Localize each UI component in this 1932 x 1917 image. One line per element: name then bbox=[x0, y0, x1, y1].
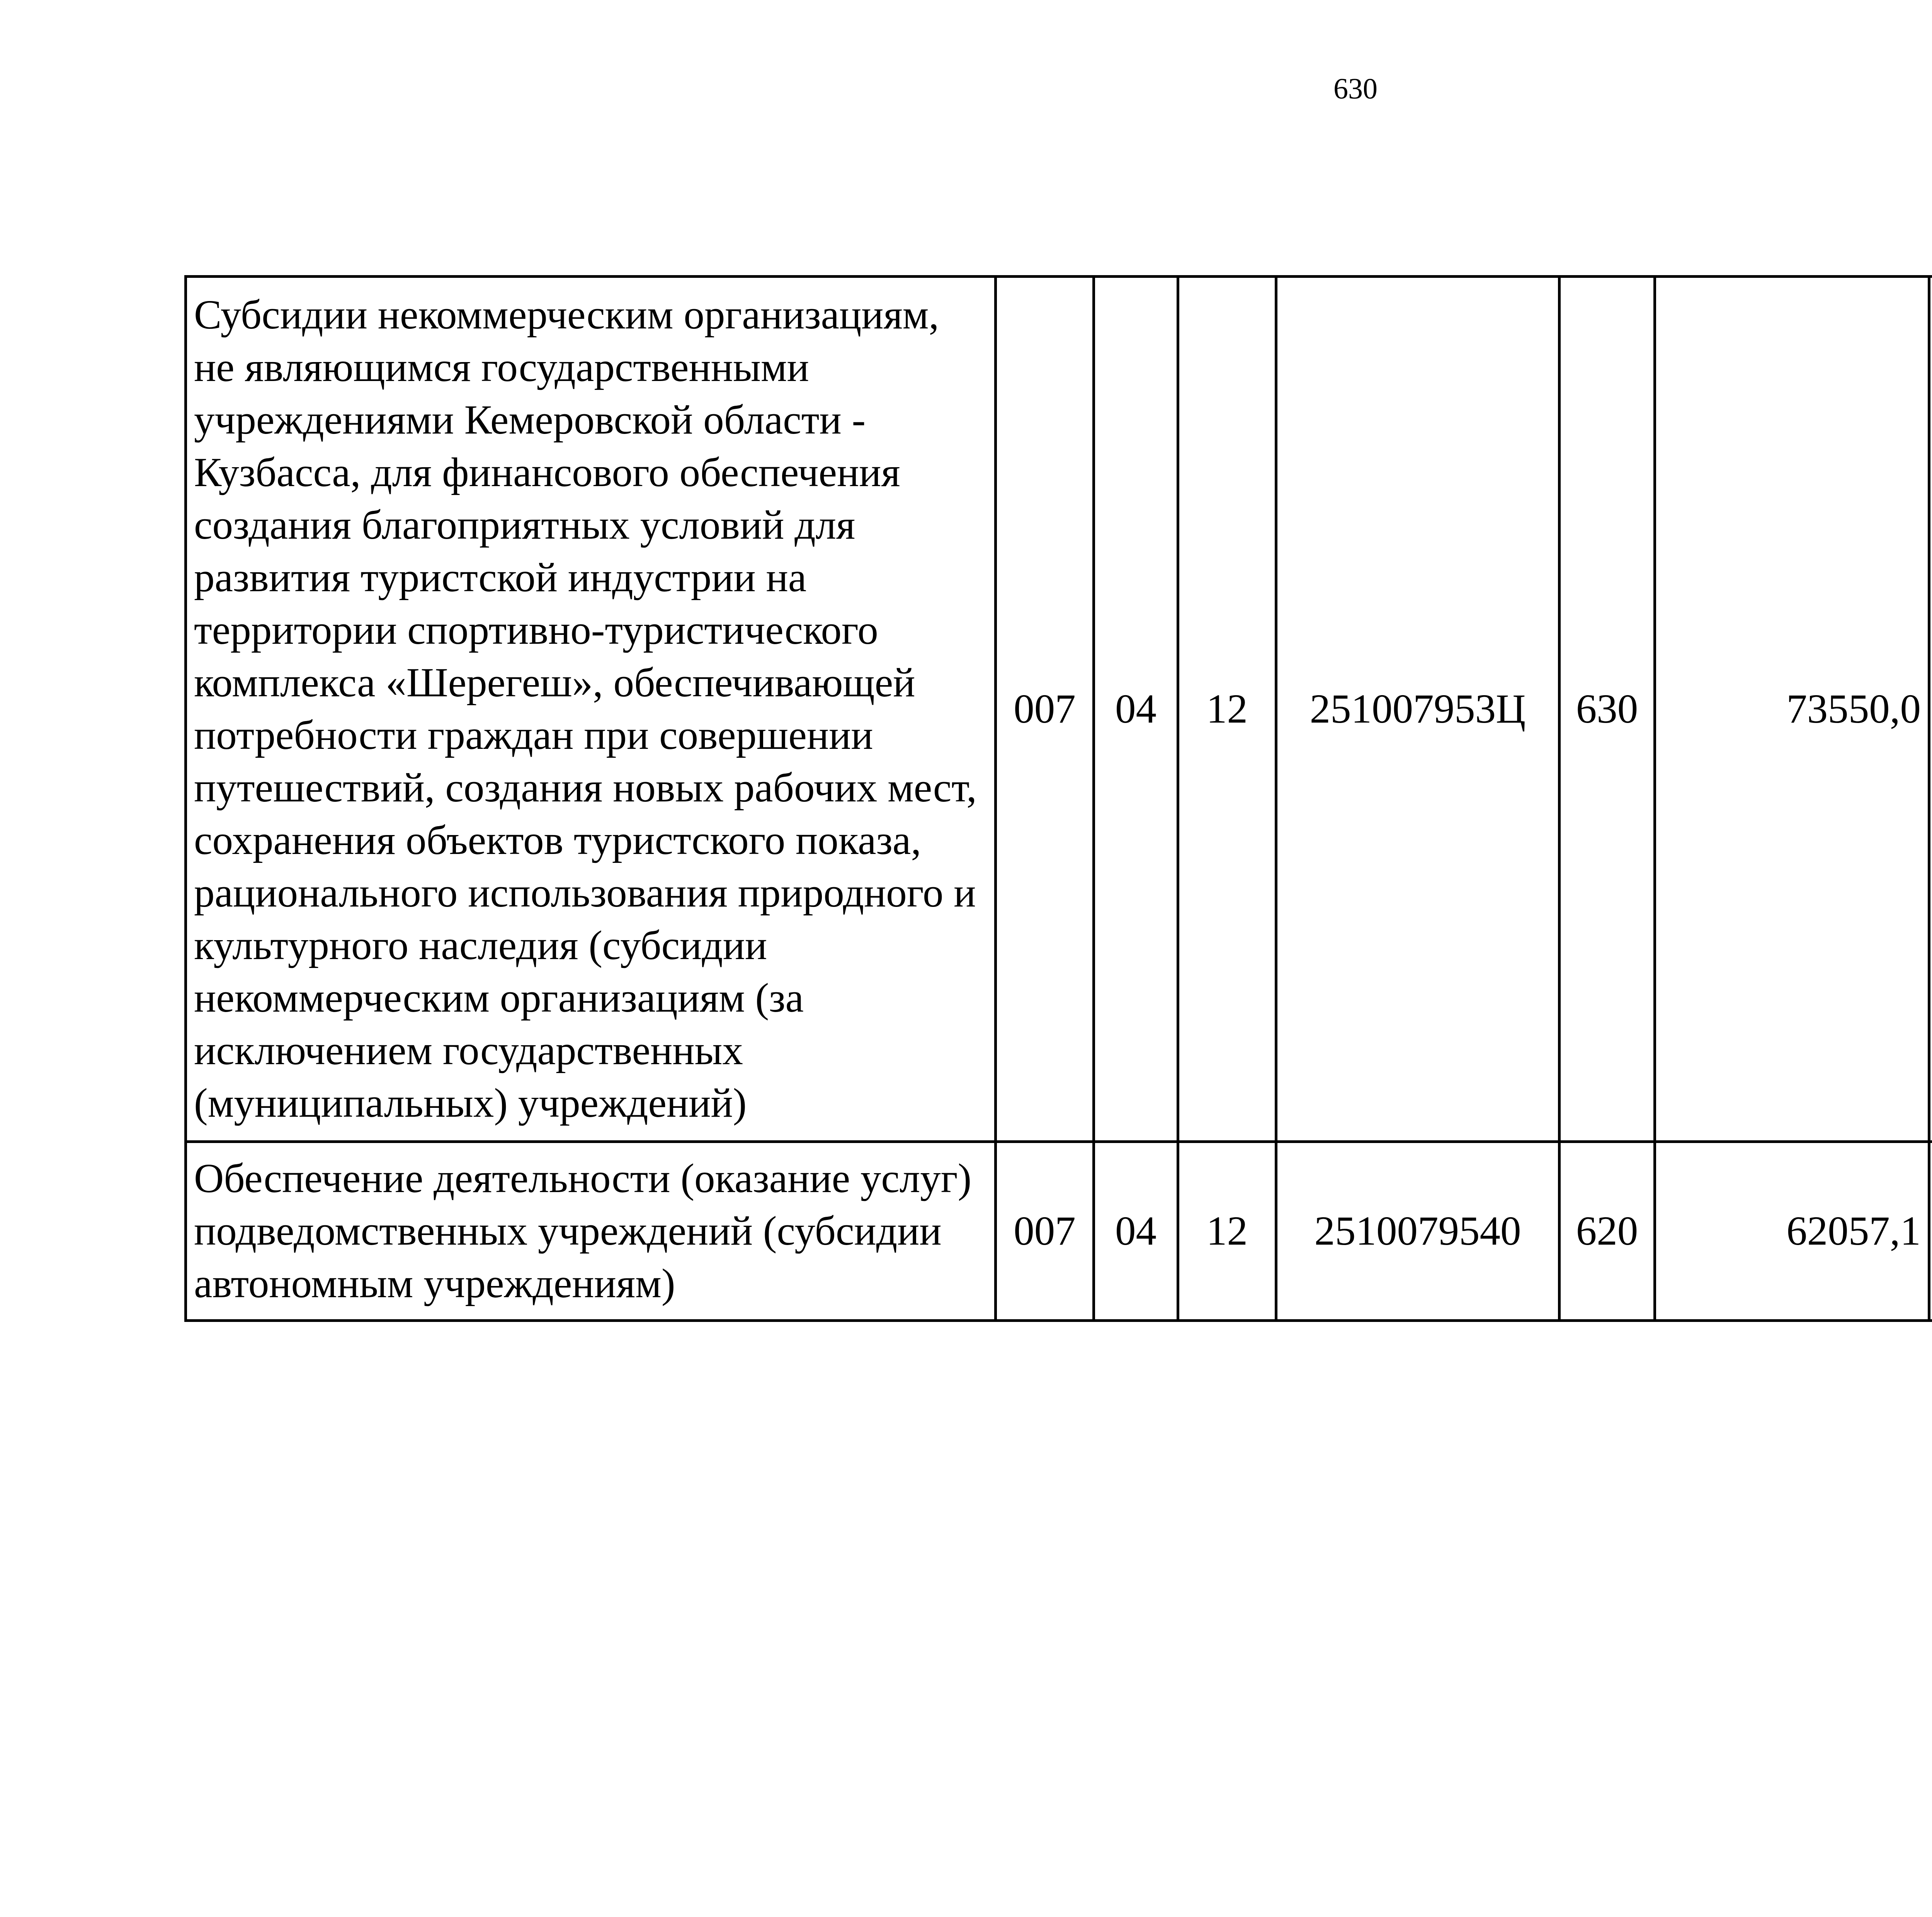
subsection-code: 12 bbox=[1178, 1142, 1276, 1321]
ministry-code: 007 bbox=[996, 1142, 1094, 1321]
table-row bbox=[186, 1142, 1932, 1321]
ministry-code: 007 bbox=[996, 277, 1094, 1142]
amount-1: 62057,1 bbox=[1655, 1142, 1929, 1321]
row-description: Субсидии некоммерческим организациям, не являющимся государственными учреждениями Кемеровской области - Кузбасса, для финансового обеспечения создания благоприятных условий для развития туристской индустрии на территории спортивно-туристического комплекса «Шерегеш», обеспечивающей потребности граждан при совершении путешествий, создания новых рабочих мест, сохранения объектов туристского показа, рационального использования природного и культурного наследия (субсидии некоммерческим организациям (за исключением государственных (муниципальных) учреждений) bbox=[186, 277, 996, 1142]
target-article-code: 2510079540 bbox=[1276, 1142, 1560, 1321]
expense-type-code: 620 bbox=[1560, 1142, 1655, 1321]
table-row bbox=[186, 277, 1932, 1142]
section-code: 04 bbox=[1094, 1142, 1178, 1321]
subsection-code: 12 bbox=[1178, 277, 1276, 1142]
row-description: Обеспечение деятельности (оказание услуг) подведомственных учреждений (субсидии автономным учреждениям) bbox=[186, 1142, 996, 1321]
budget-table bbox=[184, 275, 1932, 1322]
expense-type-code: 630 bbox=[1560, 277, 1655, 1142]
amount-2 bbox=[1929, 1142, 1932, 1321]
section-code: 04 bbox=[1094, 277, 1178, 1142]
amount-2 bbox=[1929, 277, 1932, 1142]
amount-1: 73550,0 bbox=[1655, 277, 1929, 1142]
page-number: 630 bbox=[1333, 73, 1378, 105]
target-article-code: 251007953Ц bbox=[1276, 277, 1560, 1142]
